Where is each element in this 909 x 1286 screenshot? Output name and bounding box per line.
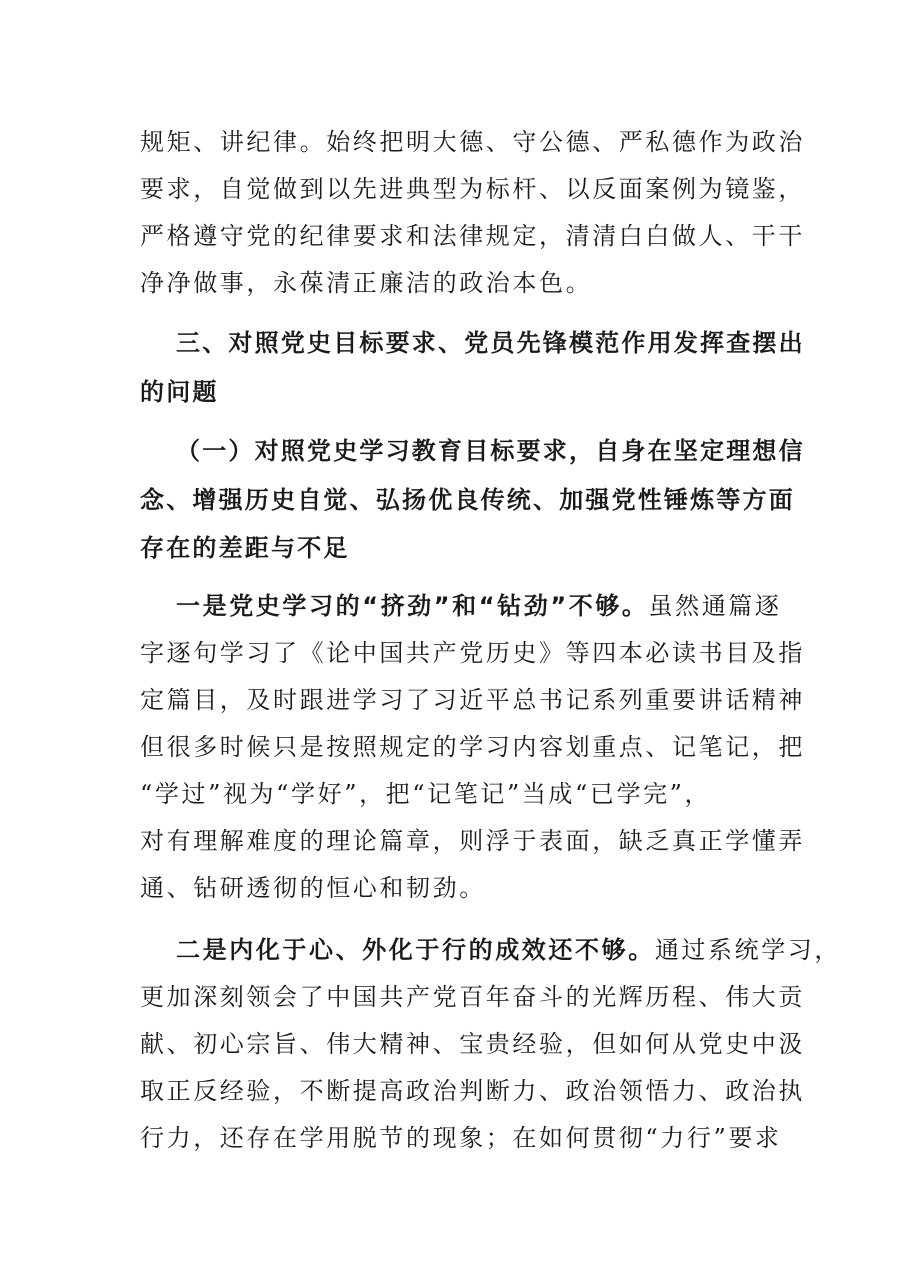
section-heading: 三、对照党史目标要求、党员先锋模范作用发挥查摆出 xyxy=(176,329,805,357)
paragraph-line: 字逐句学习了《论中国共产党历史》等四本必读书目及指 xyxy=(140,639,805,667)
paragraph-line: 规矩、讲纪律。始终把明大德、守公德、严私德作为政治 xyxy=(140,128,805,156)
point-text: 虽然通篇逐 xyxy=(648,592,782,620)
paragraph-line: 行力，还存在学用脱节的现象；在如何贯彻“力行”要求 xyxy=(140,1124,782,1152)
paragraph-line: 取正反经验，不断提高政治判断力、政治领悟力、政治执 xyxy=(140,1077,805,1105)
paragraph-line: 要求，自觉做到以先进典型为标杆、以反面案例为镜鉴， xyxy=(140,175,805,203)
section-heading: 的问题 xyxy=(140,378,219,406)
paragraph-line: 净净做事，永葆清正廉洁的政治本色。 xyxy=(140,269,593,297)
point-first-line xyxy=(176,591,782,621)
paragraph-line: 通、钻研透彻的恒心和韧劲。 xyxy=(140,874,486,902)
paragraph-line: “学过”视为“学好”，把“记笔记”当成“已学完”， xyxy=(140,780,712,808)
point-lead: 二是内化于心、外化于行的成效还不够。 xyxy=(176,936,655,964)
paragraph-line: 定篇目，及时跟进学习了习近平总书记系列重要讲话精神 xyxy=(140,686,805,714)
paragraph-line: 严格遵守党的纪律要求和法律规定，清清白白做人、干干 xyxy=(140,222,805,250)
point-first-line xyxy=(176,935,841,965)
point-lead: 一是党史学习的“挤劲”和“钻劲”不够。 xyxy=(176,592,649,620)
subsection-heading: 念、增强历史自觉、弘扬优良传统、加强党性锤炼等方面 xyxy=(140,486,795,514)
paragraph-line: 献、初心宗旨、伟大精神、宝贵经验，但如何从党史中汲 xyxy=(140,1030,805,1058)
paragraph-line: 对有理解难度的理论篇章，则浮于表面，缺乏真正学懂弄 xyxy=(140,827,805,855)
subsection-heading: 存在的差距与不足 xyxy=(140,534,350,562)
subsection-heading: （一）对照党史学习教育目标要求，自身在坚定理想信 xyxy=(176,437,805,465)
point-text: 通过系统学习， xyxy=(654,936,842,964)
paragraph-line: 但很多时候只是按照规定的学习内容划重点、记笔记，把 xyxy=(140,733,805,761)
paragraph-line: 更加深刻领会了中国共产党百年奋斗的光辉历程、伟大贡 xyxy=(140,983,805,1011)
